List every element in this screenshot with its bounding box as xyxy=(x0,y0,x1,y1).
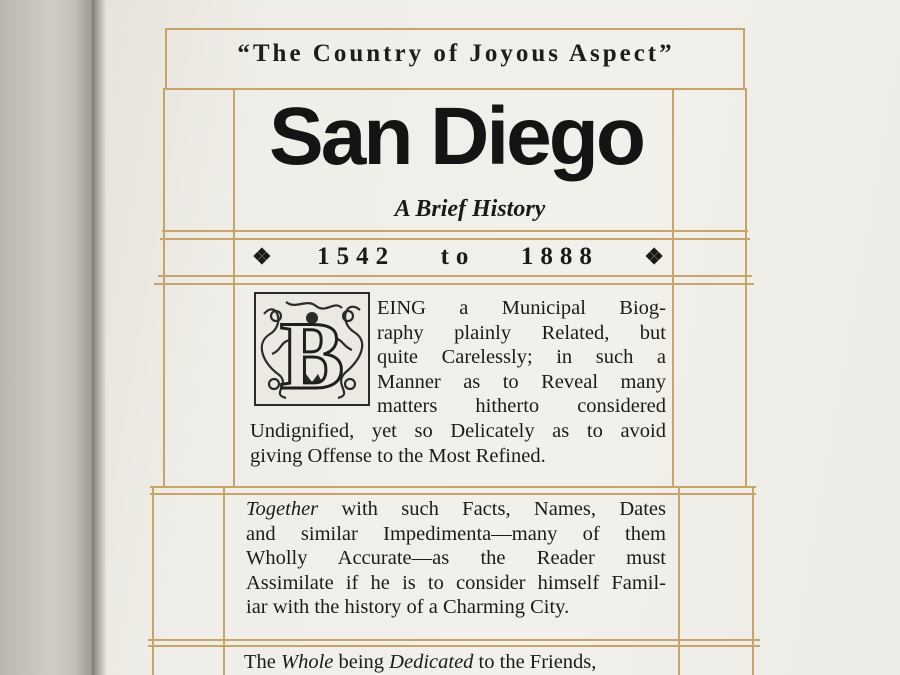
paragraph-line: giving Offense to the Most Refined. xyxy=(250,444,546,467)
date-connector: to xyxy=(440,243,476,270)
paragraph-line: raphy plainly Related, but xyxy=(377,321,666,344)
paragraph-line: Manner as to Reveal many xyxy=(377,370,666,393)
intro-paragraph xyxy=(250,296,666,468)
dedication-paragraph xyxy=(244,650,664,675)
emphasis-word: Together xyxy=(246,498,319,520)
paragraph-line: The Whole being Dedicated to the Friends, xyxy=(244,651,597,673)
paragraph-line: iar with the history of a Charming City. xyxy=(246,596,570,619)
paragraph-line: Assimilate if he is to consider himself Famil- xyxy=(246,571,666,594)
paragraph-line: Undignified, yet so Delicately as to avoid xyxy=(250,419,666,442)
facing-page-edge xyxy=(0,0,92,675)
start-year: 1542 xyxy=(317,243,396,270)
paragraph-line: EING a Municipal Biog- xyxy=(377,297,666,319)
motto-heading: “The Country of Joyous Aspect” xyxy=(237,40,675,67)
svg-text:B: B xyxy=(279,302,345,404)
diamond-ornament-icon: ❖ xyxy=(252,244,272,269)
paragraph-line: Together with such Facts, Names, Dates xyxy=(246,498,666,520)
facts-paragraph xyxy=(246,497,666,620)
date-range xyxy=(252,240,664,274)
paragraph-line: Wholly Accurate—as the Reader must xyxy=(246,547,666,570)
page-subtitle: A Brief History xyxy=(394,196,546,222)
paragraph-line: matters hitherto considered xyxy=(377,395,666,418)
page-title: San Diego xyxy=(269,91,643,182)
book-gutter xyxy=(92,0,106,675)
paragraph-line: and similar Impedimenta—many of them xyxy=(246,522,666,545)
end-year: 1888 xyxy=(520,243,599,270)
paragraph-line: quite Carelessly; in such a xyxy=(377,346,666,369)
diamond-ornament-icon: ❖ xyxy=(644,244,664,269)
